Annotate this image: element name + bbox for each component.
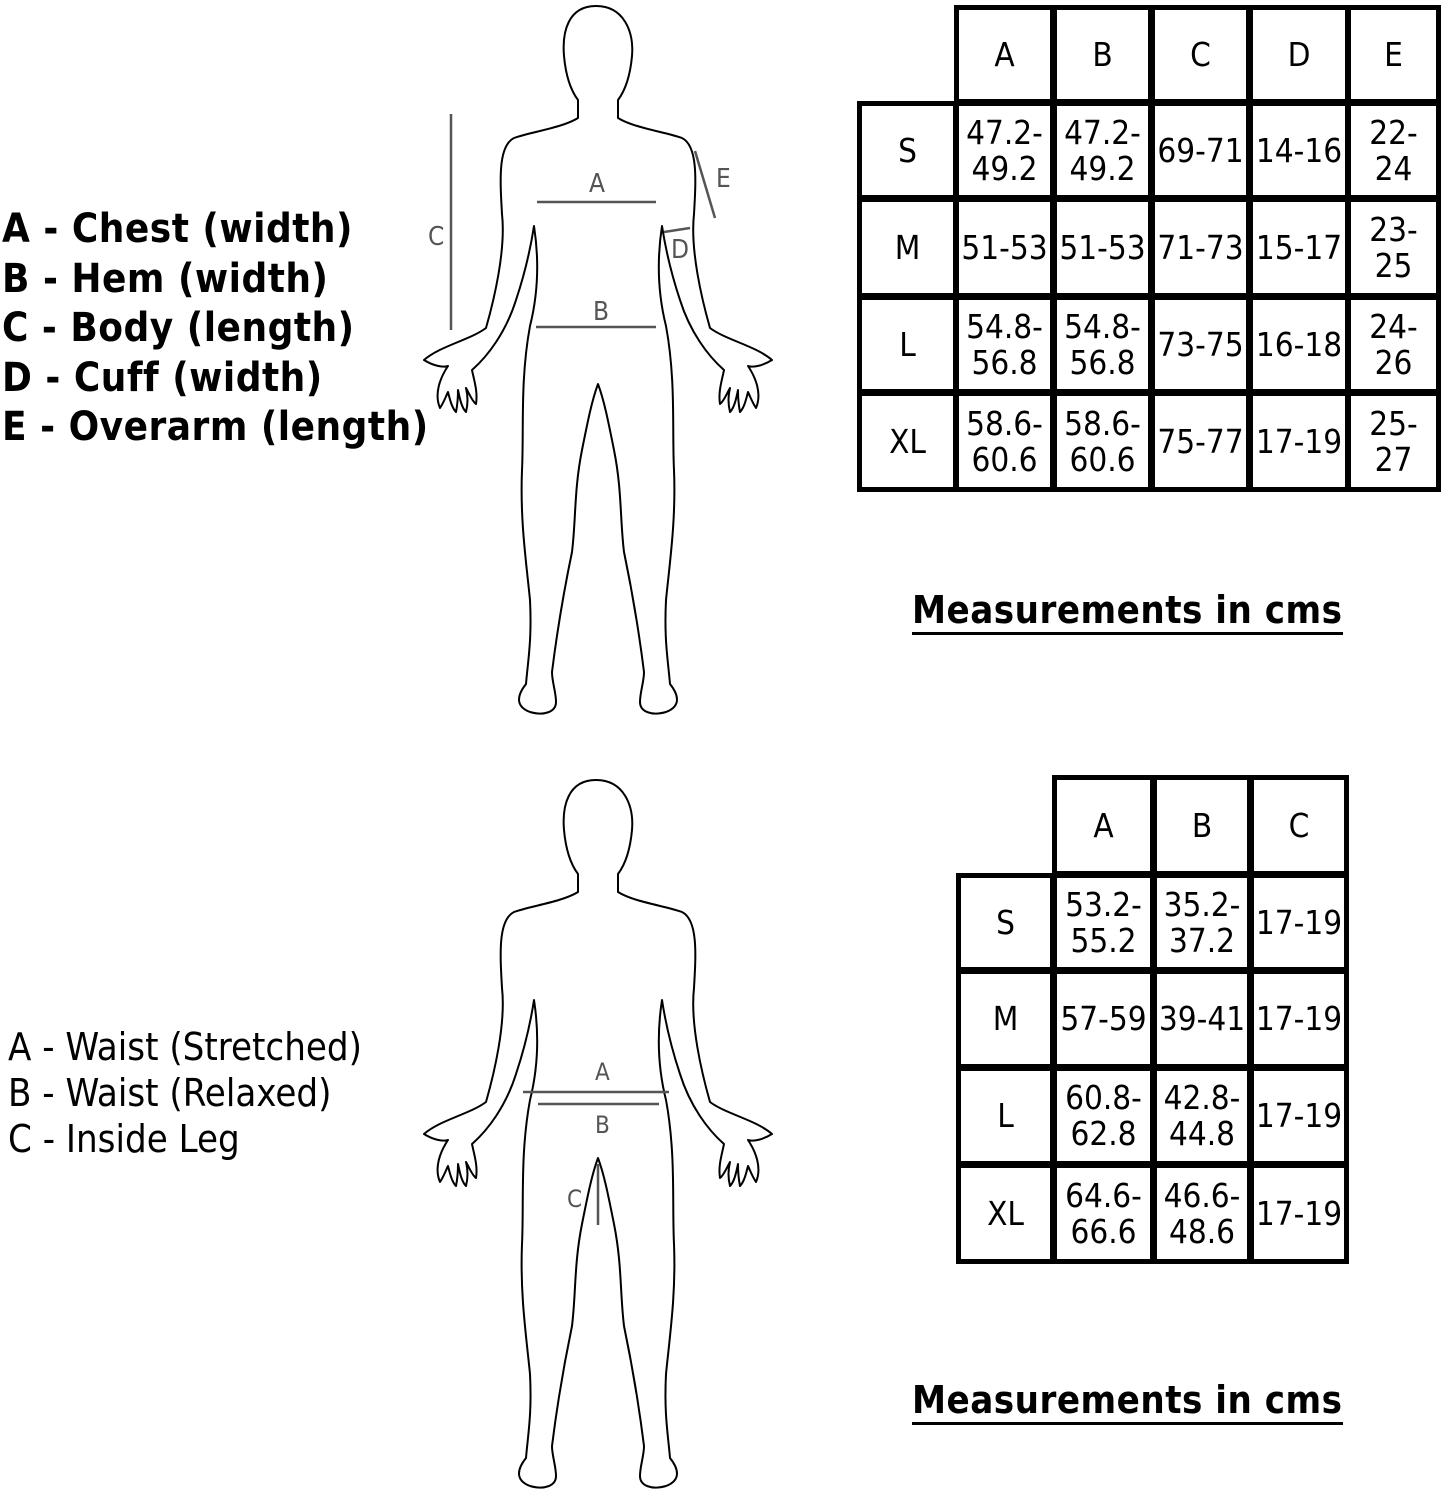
row-header-m: M xyxy=(956,969,1055,1069)
legend-item-overarm: E - Overarm (length) xyxy=(2,404,429,450)
figure-label-d: D xyxy=(671,235,690,265)
table-cell: 23-25 xyxy=(1346,197,1441,298)
table-cell: 64.6- 66.6 xyxy=(1052,1163,1155,1264)
legend-item-cuff: D - Cuff (width) xyxy=(2,354,323,401)
table-cell: 42.8- 44.8 xyxy=(1152,1066,1252,1166)
col-header-e: E xyxy=(1346,5,1441,104)
bottom-units-caption: Measurements in cms xyxy=(912,1378,1343,1425)
table-cell: 39-41 xyxy=(1152,969,1252,1069)
table-cell: 69-71 xyxy=(1150,101,1251,200)
table-cell: 17-19 xyxy=(1249,873,1349,972)
legend-item-chest: A - Chest (width) xyxy=(2,206,353,252)
figure-label-c: C xyxy=(428,222,445,252)
table-cell: 47.2- 49.2 xyxy=(1052,101,1153,200)
col-header-a: A xyxy=(1052,775,1155,876)
table-cell: 75-77 xyxy=(1150,391,1251,492)
table-cell: 57-59 xyxy=(1052,969,1155,1069)
row-header-l: L xyxy=(857,295,958,394)
legend-item-waist-relaxed: B - Waist (Relaxed) xyxy=(8,1071,332,1115)
table-cell: 17-19 xyxy=(1249,1066,1349,1166)
figure-label-a: A xyxy=(595,1058,610,1086)
table-cell: 58.6- 60.6 xyxy=(1052,391,1153,492)
legend-item-hem: B - Hem (width) xyxy=(2,255,329,302)
table-cell: 15-17 xyxy=(1248,197,1350,298)
table-cell: 25-27 xyxy=(1346,391,1441,492)
table-cell: 16-18 xyxy=(1248,295,1350,394)
table-cell: 14-16 xyxy=(1248,101,1350,200)
table-cell: 53.2- 55.2 xyxy=(1052,873,1155,972)
legend-item-body: C - Body (length) xyxy=(2,305,355,351)
col-header-d: D xyxy=(1248,5,1350,104)
legend-item-inside-leg: C - Inside Leg xyxy=(8,1117,240,1161)
figure-label-e: E xyxy=(716,164,731,194)
table-cell: 54.8- 56.8 xyxy=(1052,295,1153,394)
table-cell: 24-26 xyxy=(1346,295,1441,394)
table-cell: 51-53 xyxy=(1052,197,1153,298)
table-cell: 17-19 xyxy=(1249,1163,1349,1264)
table-cell: 71-73 xyxy=(1150,197,1251,298)
figure-label-b: B xyxy=(593,297,610,327)
top-units-caption: Measurements in cms xyxy=(912,588,1343,635)
table-cell: 35.2- 37.2 xyxy=(1152,873,1252,972)
row-header-xl: XL xyxy=(956,1163,1055,1264)
col-header-a: A xyxy=(954,5,1055,104)
figure-label-c: C xyxy=(567,1185,583,1213)
table-cell: 22-24 xyxy=(1346,101,1441,200)
col-header-b: B xyxy=(1052,5,1153,104)
table-cell: 60.8- 62.8 xyxy=(1052,1066,1155,1166)
table-cell: 73-75 xyxy=(1150,295,1251,394)
figure-label-a: A xyxy=(589,169,605,199)
col-header-c: C xyxy=(1249,775,1349,876)
row-header-l: L xyxy=(956,1066,1055,1166)
row-header-m: M xyxy=(857,197,958,298)
figure-label-b: B xyxy=(595,1111,610,1139)
table-cell: 58.6- 60.6 xyxy=(954,391,1055,492)
row-header-s: S xyxy=(857,101,958,200)
table-cell: 47.2- 49.2 xyxy=(954,101,1055,200)
row-header-s: S xyxy=(956,873,1055,972)
table-cell: 17-19 xyxy=(1248,391,1350,492)
table-cell: 51-53 xyxy=(954,197,1055,298)
row-header-xl: XL xyxy=(857,391,958,492)
table-cell: 17-19 xyxy=(1249,969,1349,1069)
legend-item-waist-stretched: A - Waist (Stretched) xyxy=(8,1025,362,1069)
table-cell: 54.8- 56.8 xyxy=(954,295,1055,394)
col-header-c: C xyxy=(1150,5,1251,104)
col-header-b: B xyxy=(1152,775,1252,876)
table-cell: 46.6- 48.6 xyxy=(1152,1163,1252,1264)
